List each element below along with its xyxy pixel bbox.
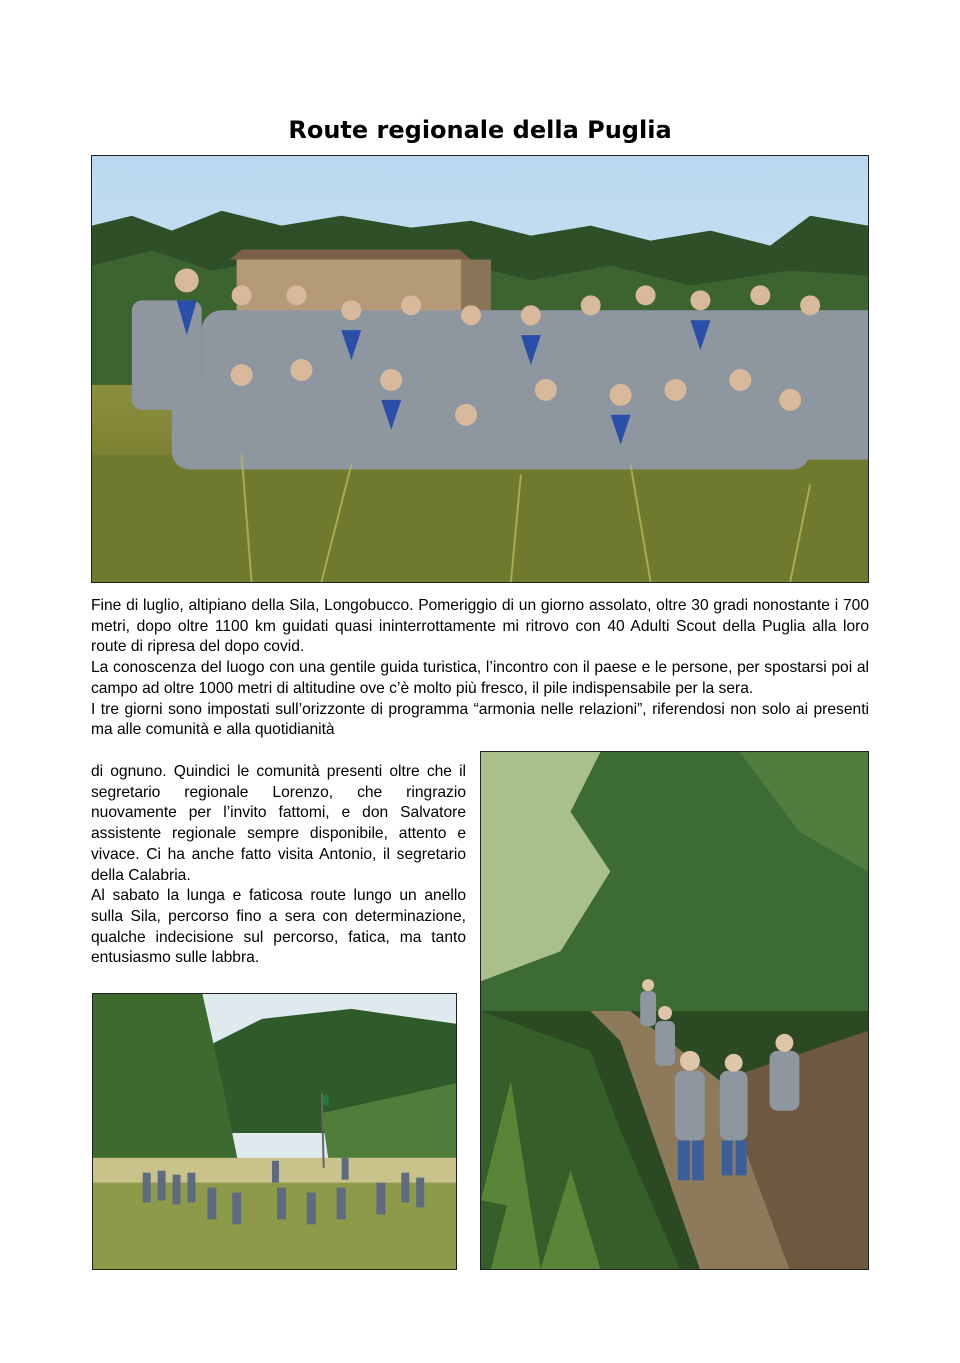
- column-text: [91, 762, 466, 969]
- intro-text: [91, 596, 869, 741]
- trail-photo: [480, 751, 869, 1270]
- paragraph-1: Fine di luglio, altipiano della Sila, Longobucco. Pomeriggio di un giorno assolato, oltre 30 gradi nonostante i 700 metri, dopo oltre 1100 km guidati quasi ininterrottamente mi ritrovo con 40 Adulti Scout della Puglia alla loro route di ripresa del dopo covid.: [91, 597, 869, 656]
- group-photo: [91, 155, 869, 583]
- paragraph-2: La conoscenza del luogo con una gentile guida turistica, l’incontro con il paese e le persone, per spostarsi poi al campo ad oltre 1000 metri di altitudine ove c’è molto più fresco, il pile indispensabile per la sera.: [91, 659, 869, 697]
- paragraph-4: di ognuno. Quindici le comunità presenti oltre che il segretario regionale Lorenzo, che ringrazio nuovamente per l’invito fattomi, e don Salvatore assistente regionale sempre disponibile, attento e vivace. Ci ha anche fatto visita Antonio, il segretario della Calabria.: [91, 763, 466, 884]
- page-title: Route regionale della Puglia: [288, 116, 672, 144]
- paragraph-3: I tre giorni sono impostati sull’orizzonte di programma “armonia nelle relazioni”, riferendosi non solo ai presenti ma alle comunità e alla quotidianità: [91, 700, 869, 739]
- paragraph-5: Al sabato la lunga e faticosa route lungo un anello sulla Sila, percorso fino a sera con determinazione, qualche indecisione sul percorso, fatica, ma tanto entusiasmo sulle labbra.: [91, 887, 466, 967]
- meadow-photo: [92, 993, 457, 1270]
